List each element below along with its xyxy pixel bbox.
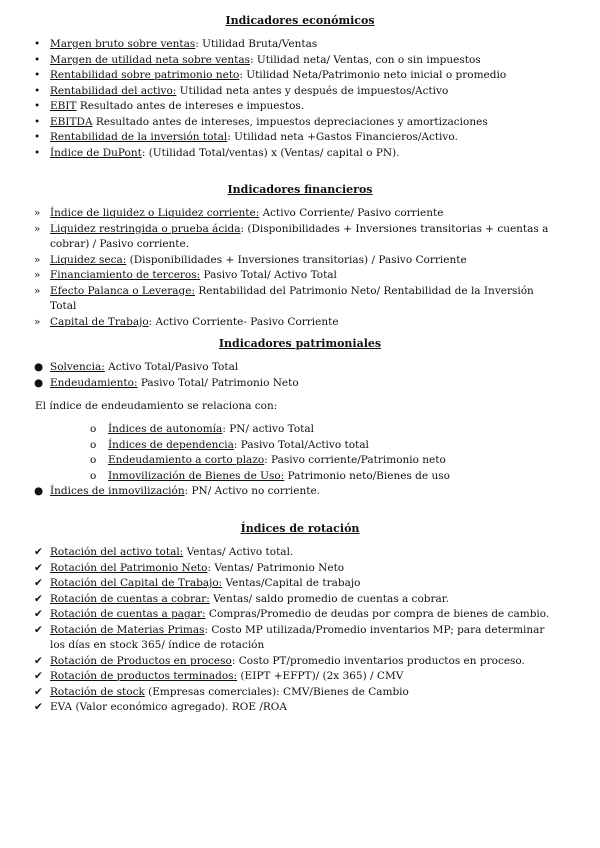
list-item [34,545,550,561]
indicator-formula: Ventas/ Activo total. [183,546,294,558]
indicator-term: Efecto Palanca o Leverage: [50,284,195,297]
indicator-formula: : Pasivo Total/Activo total [233,438,369,451]
list-item [34,222,550,253]
patrimonial-indicator-list-2 [34,484,570,500]
list-item [34,623,550,654]
indicator-formula: Ventas/ saldo promedio de cuentas a cobrar. [209,592,449,605]
indicator-term: Endeudamiento a corto plazo [108,454,265,466]
indicator-formula: EVA (Valor económico agregado). ROE /ROA [50,701,287,713]
indicator-term: Rotación del Capital de Trabajo: [50,577,223,589]
list-item [34,654,550,670]
bullet-icon: » [34,222,41,235]
bullet-icon: ✔ [34,561,43,574]
indicator-term: EBIT [50,100,77,112]
indicator-formula: : Costo PT/promedio inventarios productos en proceso. [231,654,525,667]
indicator-formula: Resultado antes de intereses e impuestos. [76,100,305,112]
bullet-icon: • [34,131,41,143]
debt-ratio-paragraph: El índice de endeudamiento se relaciona con: [35,400,278,412]
indicator-formula: Patrimonio neto/Bienes de uso [284,469,450,482]
indicator-formula: Rentabilidad del Patrimonio Neto/ Rentabilidad de la Inversión Total [50,284,534,312]
indicator-term: Liquidez seca: [50,253,127,266]
indicator-formula: Resultado antes de intereses, impuestos depreciaciones y amortizaciones [92,115,488,128]
bullet-icon: » [34,269,41,281]
bullet-icon: ✔ [34,608,43,620]
indicator-term: Rentabilidad sobre patrimonio neto [50,69,240,81]
indicator-term: Rotación del Patrimonio Neto [50,561,208,574]
list-item [34,115,570,131]
bullet-icon: • [34,115,41,128]
list-item [34,130,570,146]
section-rotation [0,522,600,535]
list-item [90,453,568,469]
indicator-formula: : Pasivo corriente/Patrimonio neto [264,454,446,466]
bullet-icon: ✔ [34,546,43,558]
indicator-term: Margen bruto sobre ventas [50,38,196,50]
indicator-term: Rotación de cuentas a cobrar: [50,592,210,605]
indicator-term: Índice de liquidez o Liquidez corriente: [50,207,260,219]
indicator-formula: : Utilidad neta/ Ventas, con o sin impuestos [250,53,481,66]
indicator-term: Inmovilización de Bienes de Uso: [108,469,285,482]
bullet-icon: ✔ [34,577,43,589]
indicator-term: Rotación de cuentas a pagar: [50,608,206,620]
indicator-formula: Activo Corriente/ Pasivo corriente [259,207,444,219]
list-item [34,99,570,115]
bullet-icon: » [34,315,41,328]
bullet-icon: » [34,284,41,297]
bullet-icon: » [34,253,41,266]
section-financial [0,183,600,196]
bullet-icon: » [34,207,41,219]
bullet-icon: ● [34,376,44,389]
indicator-term: Rotación de Productos en proceso [50,654,232,667]
indicator-term: Índices de autonomía [108,423,223,435]
indicator-formula: : (Disponibilidades + Inversiones transitorias + cuentas a cobrar) / Pasivo corriente. [50,222,549,250]
indicator-term: Índices de dependencia [108,438,234,451]
list-item [34,576,550,592]
indicator-formula: Utilidad neta antes y después de impuestos/Activo [176,84,449,97]
indicator-formula: : PN/ activo Total [222,423,314,435]
indicator-formula: : Costo MP utilizada/Promedio inventarios MP; para determinar los días en stock 365/ índice de rotación [50,623,545,651]
bullet-icon: • [34,69,41,81]
indicator-formula: Pasivo Total/ Activo Total [200,269,337,281]
list-item [34,268,550,284]
list-item [34,360,570,376]
section-title-rotation: Índices de rotación [240,522,360,535]
indicator-formula: : PN/ Activo no corriente. [184,485,321,497]
indicator-term: Capital de Trabajo [50,315,149,328]
list-item [90,422,568,438]
list-item [34,561,550,577]
indicator-term: Rotación de Materias Primas [50,623,205,636]
bullet-icon: o [90,438,97,451]
list-item [34,206,550,222]
list-item [34,685,550,701]
bullet-icon: • [34,53,41,66]
bullet-icon: ● [34,485,44,497]
list-item [34,84,570,100]
list-item [90,469,568,485]
bullet-icon: ✔ [34,685,43,698]
debt-ratio-sublist [90,422,568,484]
bullet-icon: o [90,469,97,482]
indicator-formula: : Utilidad Bruta/Ventas [195,38,318,50]
indicator-formula: : Ventas/ Patrimonio Neto [207,561,345,574]
indicator-term: Rotación del activo total: [50,546,184,558]
indicator-term: Rentabilidad del activo: [50,84,177,97]
list-item [34,700,550,716]
bullet-icon: • [34,38,41,50]
indicator-formula: (EIPT +EFPT)/ (2x 365) / CMV [237,670,404,682]
list-item [34,592,550,608]
indicator-term: Solvencia: [50,361,105,373]
bullet-icon: ✔ [34,592,43,605]
section-economic [0,14,600,27]
indicator-formula: : Utilidad neta +Gastos Financieros/Activo. [227,131,458,143]
indicator-term: Rotación de productos terminados: [50,670,238,682]
indicator-formula: Activo Total/Pasivo Total [104,361,239,373]
bullet-icon: • [34,146,41,159]
indicator-formula: Ventas/Capital de trabajo [222,577,361,589]
list-item [34,146,570,162]
bullet-icon: • [34,100,41,112]
indicator-formula: Compras/Promedio de deudas por compra de bienes de cambio. [205,608,550,620]
section-patrimonial [0,337,600,350]
list-item [34,284,550,315]
list-item [34,53,570,69]
patrimonial-indicator-list [34,360,570,391]
list-item [34,669,550,685]
list-item [34,37,570,53]
economic-indicator-list [34,37,570,161]
rotation-indicator-list [34,545,550,716]
indicator-term: Rotación de stock [50,685,145,698]
indicator-term: Índice de DuPont [50,146,142,159]
list-item [34,376,570,392]
list-item [34,68,570,84]
section-title-financial: Indicadores financieros [227,183,373,196]
indicator-term: Financiamiento de terceros: [50,269,201,281]
list-item [34,484,570,500]
indicator-term: Rentabilidad de la inversión total [50,131,228,143]
indicator-term: Liquidez restringida o prueba ácida [50,222,241,235]
bullet-icon: ✔ [34,701,43,713]
bullet-icon: ✔ [34,654,43,667]
indicator-formula: : Utilidad Neta/Patrimonio neto inicial o promedio [239,69,507,81]
bullet-icon: • [34,84,41,97]
indicator-formula: (Disponibilidades + Inversiones transitorias) / Pasivo Corriente [126,253,467,266]
indicator-formula: : (Utilidad Total/ventas) x (Ventas/ capital o PN). [141,146,400,159]
indicator-term: Endeudamiento: [50,376,138,389]
list-item [90,438,568,454]
bullet-icon: ● [34,361,44,373]
list-item [34,315,550,331]
indicator-term: EBITDA [50,115,93,128]
indicator-term: Margen de utilidad neta sobre ventas [50,53,251,66]
bullet-icon: o [90,423,97,435]
financial-indicator-list [34,206,550,330]
section-title-patrimonial: Indicadores patrimoniales [218,337,382,350]
bullet-icon: ✔ [34,623,43,636]
bullet-icon: ✔ [34,670,43,682]
indicator-formula: (Empresas comerciales): CMV/Bienes de Cambio [144,685,409,698]
list-item [34,607,550,623]
indicator-term: Índices de inmovilización [50,485,185,497]
indicator-formula: Pasivo Total/ Patrimonio Neto [137,376,299,389]
indicator-formula: : Activo Corriente- Pasivo Corriente [148,315,339,328]
section-title-economic: Indicadores económicos [225,14,375,27]
bullet-icon: o [90,454,97,466]
list-item [34,253,550,269]
